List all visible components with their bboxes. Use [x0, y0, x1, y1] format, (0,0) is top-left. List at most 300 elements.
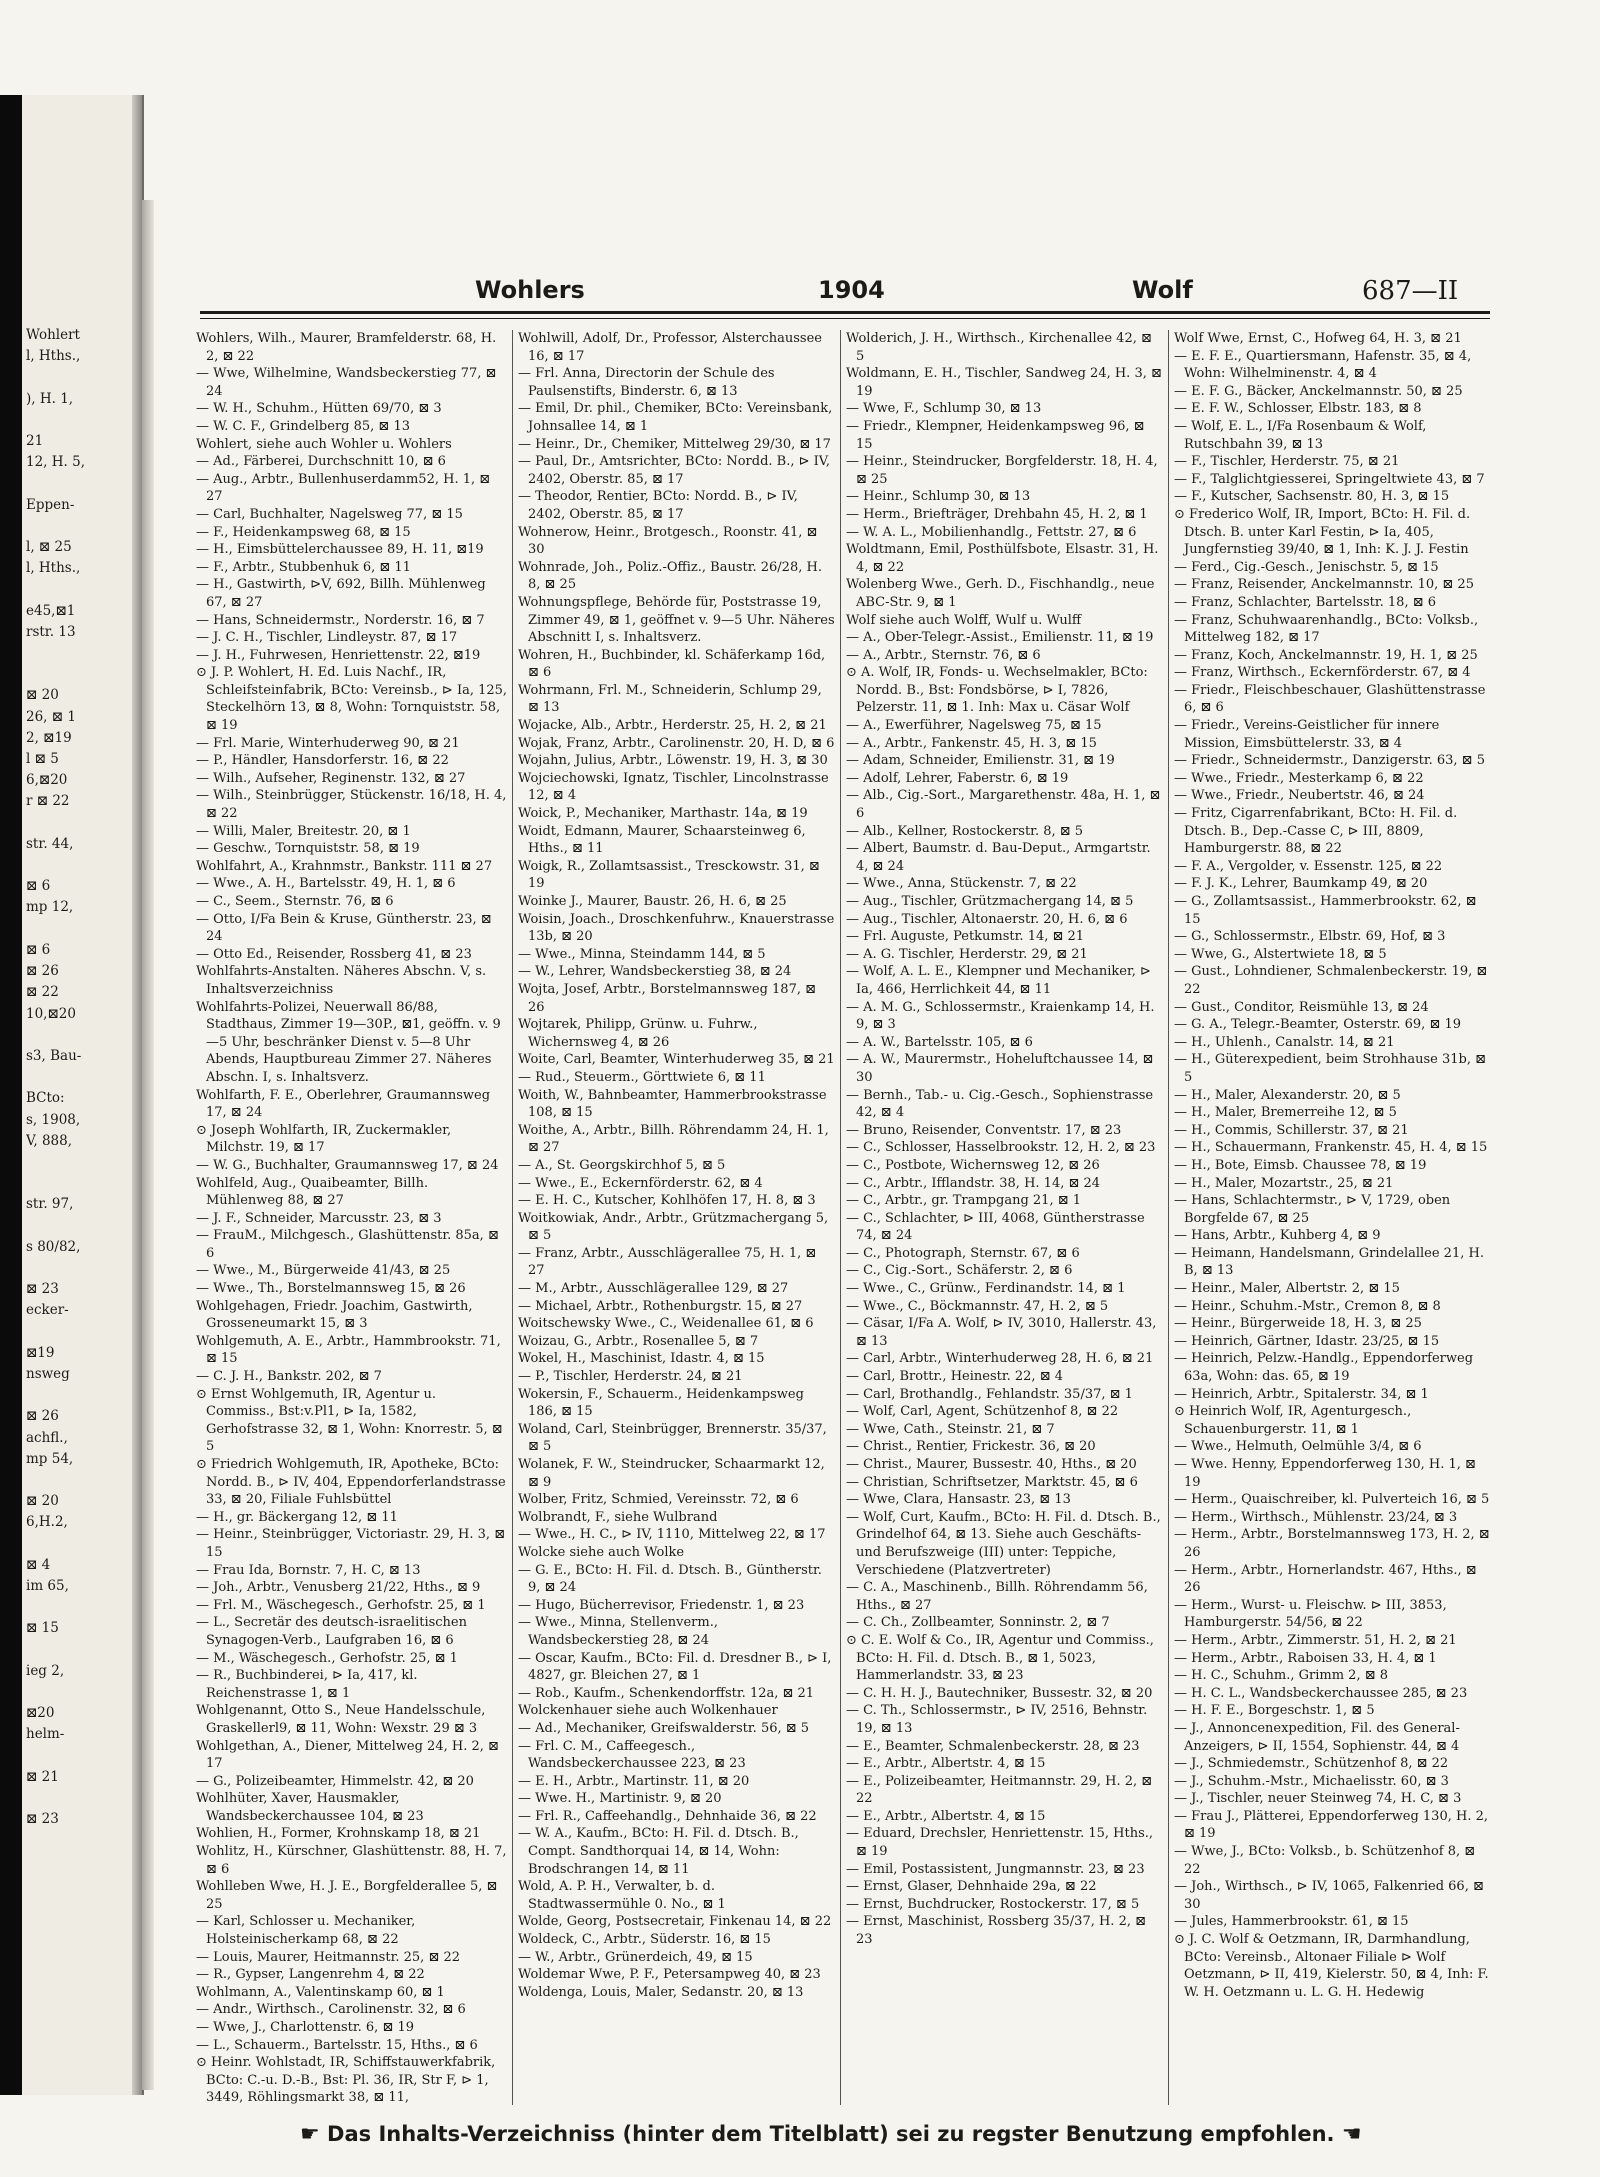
- directory-entry: — C. Th., Schlossermstr., ⊳ IV, 2516, Behnstr. 19, ⊠ 13: [846, 1703, 1148, 1736]
- directory-entry: — Hans, Schneidermstr., Norderstr. 16, ⊠ 7: [196, 612, 485, 628]
- directory-entry: Wohlhüter, Xaver, Hausmakler, Wandsbeckerchaussee 104, ⊠ 23: [196, 1791, 424, 1824]
- directory-entry: — E. F. E., Quartiersmann, Hafenstr. 35, ⊠ 4, Wohn: Wilhelminenstr. 4, ⊠ 4: [1174, 348, 1472, 382]
- directory-entry: Woick, P., Mechaniker, Marthastr. 14a, ⊠ 19: [518, 806, 808, 822]
- page-number: 687—II: [1362, 276, 1459, 306]
- directory-entry: — F. A., Vergolder, v. Essenstr. 125, ⊠ 22: [1174, 858, 1443, 874]
- directory-entry: — Christ., Maurer, Bussestr. 40, Hths., ⊠ 20: [846, 1457, 1137, 1472]
- directory-entry: — Frl. C. M., Caffeegesch., Wandsbeckerchaussee 223, ⊠ 23: [518, 1738, 746, 1772]
- directory-entry: — C., Postbote, Wichernsweg 12, ⊠ 26: [846, 1157, 1100, 1173]
- facing-page-line: [26, 1470, 130, 1491]
- facing-page-line: [26, 1682, 130, 1703]
- directory-entry: — Carl, Arbtr., Winterhuderweg 28, H. 6, ⊠ 21: [846, 1351, 1154, 1367]
- header-rule-thin: [200, 318, 1490, 319]
- directory-entry: — Herm., Wirthsch., Mühlenstr. 23/24, ⊠ 3: [1174, 1509, 1458, 1525]
- directory-entry: — Joh., Wirthsch., ⊳ IV, 1065, Falkenried 66, ⊠ 30: [1174, 1879, 1484, 1912]
- directory-entry: — A., Ewerführer, Nagelsweg 75, ⊠ 15: [846, 718, 1102, 734]
- directory-entry: — W. C. F., Grindelberg 85, ⊠ 13: [196, 418, 410, 434]
- directory-entry: — Wwe, J., Charlottenstr. 6, ⊠ 19: [196, 2020, 415, 2035]
- facing-page-line: l, ⊠ 25: [26, 539, 72, 556]
- directory-entry: — Herm., Arbtr., Zimmerstr. 51, H. 2, ⊠ 21: [1174, 1632, 1457, 1648]
- directory-entry: — Wilh., Steinbrügger, Stückenstr. 16/18, H. 4, ⊠ 22: [196, 788, 507, 822]
- directory-entry: — Ernst, Glaser, Dehnhaide 29a, ⊠ 22: [846, 1879, 1097, 1895]
- facing-page-line: [26, 516, 130, 537]
- directory-entry: — Gust., Lohndiener, Schmalenbeckerstr. 19, ⊠ 22: [1174, 964, 1488, 997]
- directory-entry: — Adam, Schneider, Emilienstr. 31, ⊠ 19: [846, 753, 1115, 769]
- column-divider: [1168, 330, 1169, 2105]
- directory-entry: — Hans, Schlachtermstr., ⊳ V, 1729, oben Borgfelde 67, ⊠ 25: [1174, 1193, 1451, 1226]
- directory-entry: — W. A. L., Mobilienhandlg., Fettstr. 27, ⊠ 6: [846, 524, 1137, 540]
- directory-entry: — Ernst, Maschinist, Rossberg 35/37, H. 2, ⊠ 23: [846, 1914, 1147, 1948]
- directory-entry: — Karl, Schlosser u. Mechaniker, Holsteinischerkamp 68, ⊠ 22: [196, 1914, 416, 1948]
- facing-page-line: [26, 579, 130, 600]
- directory-entry: — Rob., Kaufm., Schenkendorffstr. 12a, ⊠ 21: [518, 1685, 815, 1701]
- directory-entry: — Wilh., Aufseher, Reginenstr. 132, ⊠ 27: [196, 770, 466, 786]
- facing-page-line: [26, 664, 130, 685]
- pointing-hand-left-icon: ☛: [300, 2122, 320, 2147]
- column-divider: [512, 330, 513, 2105]
- directory-entry: — Friedr., Fleischbeschauer, Glashüttenstrasse 6, ⊠ 6: [1174, 682, 1486, 716]
- header-rule: [200, 311, 1490, 314]
- directory-entry: — L., Schauerm., Bartelsstr. 15, Hths., ⊠ 6: [196, 2037, 478, 2053]
- facing-page-line: achfl.,: [26, 1429, 68, 1446]
- column-3: [846, 330, 1164, 2105]
- directory-entry: — Ferd., Cig.-Gesch., Jenischstr. 5, ⊠ 15: [1174, 559, 1439, 575]
- facing-page-line: 21: [26, 433, 44, 450]
- header-left-catchword: Wohlers: [475, 276, 585, 304]
- directory-entry: — P., Tischler, Herderstr. 24, ⊠ 21: [518, 1369, 743, 1385]
- directory-entry: — Bernh., Tab.- u. Cig.-Gesch., Sophienstrasse 42, ⊠ 4: [846, 1087, 1154, 1121]
- directory-entry: — A., Arbtr., Sternstr. 76, ⊠ 6: [846, 647, 1041, 663]
- directory-entry: — Aug., Arbtr., Bullenhuserdamm52, H. 1, ⊠ 27: [196, 471, 491, 505]
- facing-page-line: 6,H.2,: [26, 1514, 68, 1531]
- directory-entry: — Frl. Anna, Directorin der Schule des Paulsenstifts, Binderstr. 6, ⊠ 13: [518, 366, 775, 399]
- directory-entry: — H., Maler, Bremerreihe 12, ⊠ 5: [1174, 1105, 1397, 1121]
- directory-entry: — F., Talglichtgiesserei, Springeltwiete 43, ⊠ 7: [1174, 471, 1485, 487]
- directory-entry: — F., Arbtr., Stubbenhuk 6, ⊠ 11: [196, 559, 411, 575]
- directory-entry: Wold, A. P. H., Verwalter, b. d. Stadtwassermühle 0. No., ⊠ 1: [518, 1879, 726, 1912]
- directory-entry: — C. A., Maschinenb., Billh. Röhrendamm 56, Hths., ⊠ 27: [846, 1580, 1148, 1613]
- directory-entry: — F. J. K., Lehrer, Baumkamp 49, ⊠ 20: [1174, 876, 1428, 892]
- directory-entry: — Heimann, Handelsmann, Grindelallee 21, H. B, ⊠ 13: [1174, 1245, 1484, 1279]
- facing-page-line: [26, 1322, 130, 1343]
- directory-entry: — Franz, Koch, Anckelmannstr. 19, H. 1, ⊠ 25: [1174, 647, 1478, 663]
- facing-page-line: ), H. 1,: [26, 390, 74, 407]
- directory-entry: Wohlwill, Adolf, Dr., Professor, Alsterchaussee 16, ⊠ 17: [518, 331, 822, 364]
- facing-page-line: im 65,: [26, 1577, 69, 1594]
- directory-entry: — P., Händler, Hansdorferstr. 16, ⊠ 22: [196, 753, 449, 769]
- directory-entry: — Frl. Marie, Winterhuderweg 90, ⊠ 21: [196, 735, 460, 751]
- facing-page-line: [26, 1385, 130, 1406]
- facing-page-line: [26, 855, 130, 876]
- directory-entry: — L., Secretär des deutsch-israelitischen Synagogen-Verb., Laufgraben 16, ⊠ 6: [196, 1615, 467, 1648]
- directory-entry: — W. G., Buchhalter, Graumannsweg 17, ⊠ 24: [196, 1157, 499, 1173]
- directory-entry: — A., Ober-Telegr.-Assist., Emilienstr. 11, ⊠ 19: [846, 630, 1154, 646]
- facing-page-line: ⊠ 15: [26, 1620, 59, 1637]
- directory-entry: Wojak, Franz, Arbtr., Carolinenstr. 20, H. D, ⊠ 6: [518, 735, 835, 751]
- directory-entry: Wohlert, siehe auch Wohler u. Wohlers: [196, 436, 452, 452]
- facing-page-line: ecker-: [26, 1302, 69, 1319]
- facing-page-line: [26, 813, 130, 834]
- directory-entry: — E. F. W., Schlosser, Elbstr. 183, ⊠ 8: [1174, 401, 1422, 417]
- directory-entry: — Rud., Steuerm., Görttwiete 6, ⊠ 11: [518, 1069, 766, 1085]
- directory-entry: — Aug., Tischler, Grützmachergang 14, ⊠ 5: [846, 894, 1134, 909]
- directory-entry: — H., Schauermann, Frankenstr. 45, H. 4, ⊠ 15: [1174, 1140, 1488, 1156]
- directory-entry: — Wwe, G., Alstertwiete 18, ⊠ 5: [1174, 946, 1387, 962]
- directory-entry: — E., Polizeibeamter, Heitmannstr. 29, H. 2, ⊠ 22: [846, 1773, 1153, 1807]
- facing-page-line: helm-: [26, 1726, 65, 1743]
- directory-entry: — E., Beamter, Schmalenbeckerstr. 28, ⊠ 23: [846, 1738, 1140, 1754]
- facing-page-line: l, Hths.,: [26, 348, 81, 365]
- directory-entry: Wolckenhauer siehe auch Wolkenhauer: [518, 1703, 778, 1719]
- directory-entry: — Frau J., Plätterei, Eppendorferweg 130, H. 2, ⊠ 19: [1174, 1808, 1488, 1842]
- directory-entry: — Heinrich, Arbtr., Spitalerstr. 34, ⊠ 1: [1174, 1386, 1429, 1402]
- directory-entry: — Paul, Dr., Amtsrichter, BCto: Nordd. B., ⊳ IV, 2402, Oberstr. 85, ⊠ 17: [518, 454, 831, 487]
- directory-entry: — Willi, Maler, Breitestr. 20, ⊠ 1: [196, 823, 411, 839]
- directory-entry: Wolf Wwe, Ernst, C., Hofweg 64, H. 3, ⊠ 21: [1174, 331, 1462, 346]
- directory-entry: — G., Polizeibeamter, Himmelstr. 42, ⊠ 20: [196, 1773, 474, 1789]
- directory-entry: Wolanek, F. W., Steindrucker, Schaarmarkt 12, ⊠ 9: [518, 1457, 825, 1490]
- directory-entry: — G. A., Telegr.-Beamter, Osterstr. 69, ⊠ 19: [1174, 1017, 1462, 1033]
- directory-entry: Wohren, H., Buchbinder, kl. Schäferkamp 16d, ⊠ 6: [518, 647, 826, 681]
- directory-entry: — Emil, Postassistent, Jungmannstr. 23, ⊠ 23: [846, 1861, 1145, 1877]
- running-header: [200, 268, 1490, 314]
- directory-entry: — Franz, Reisender, Anckelmannstr. 10, ⊠ 25: [1174, 577, 1474, 593]
- directory-entry: — Wwe, Clara, Hansastr. 23, ⊠ 13: [846, 1492, 1071, 1508]
- directory-entry: Wohnrade, Joh., Poliz.-Offiz., Baustr. 26/28, H. 8, ⊠ 25: [518, 559, 822, 593]
- directory-entry: Wolf siehe auch Wolff, Wulf u. Wulff: [846, 612, 1082, 628]
- directory-entry: Wohlmann, A., Valentinskamp 60, ⊠ 1: [196, 1984, 445, 2000]
- directory-entry: — Wwe., Minna, Stellenverm., Wandsbeckerstieg 28, ⊠ 24: [518, 1615, 718, 1648]
- directory-entry: Wohlitz, H., Kürschner, Glashüttenstr. 88, H. 7, ⊠ 6: [196, 1844, 507, 1877]
- facing-page-line: ⊠ 26: [26, 1408, 59, 1425]
- facing-page-line: s3, Bau-: [26, 1047, 82, 1064]
- facing-page-line: 12, H. 5,: [26, 454, 85, 471]
- directory-entry: — Alb., Cig.-Sort., Margarethenstr. 48a, H. 1, ⊠ 6: [846, 788, 1161, 822]
- directory-entry: — C., Photograph, Sternstr. 67, ⊠ 6: [846, 1245, 1080, 1261]
- directory-entry: — Heinr., Schlump 30, ⊠ 13: [846, 489, 1031, 505]
- directory-entry: — Emil, Dr. phil., Chemiker, BCto: Vereinsbank, Johnsallee 14, ⊠ 1: [518, 401, 833, 434]
- directory-entry: — Fritz, Cigarrenfabrikant, BCto: H. Fil. d. Dtsch. B., Dep.-Casse C, ⊳ III, 8809, Hamburgerstr. 88, ⊠ 22: [1174, 806, 1458, 857]
- directory-entry: — Frl. Auguste, Petkumstr. 14, ⊠ 21: [846, 929, 1085, 945]
- directory-entry: — Herm., Wurst- u. Fleischw. ⊳ III, 3853, Hamburgerstr. 54/56, ⊠ 22: [1174, 1597, 1447, 1631]
- directory-entry: — Wolf, Curt, Kaufm., BCto: H. Fil. d. Dtsch. B., Grindelhof 64, ⊠ 13. Siehe auch Geschäfts- und Berufszweige (III) unter: Teppiche, Verschiedene (Platzvertreter): [846, 1509, 1161, 1578]
- facing-page-line: ⊠ 21: [26, 1768, 59, 1785]
- directory-entry: Wohlfeld, Aug., Quaibeamter, Billh. Mühlenweg 88, ⊠ 27: [196, 1175, 429, 1209]
- directory-entry: — Franz, Schlachter, Bartelsstr. 18, ⊠ 6: [1174, 594, 1437, 610]
- directory-entry: — H. F. E., Borgeschstr. 1, ⊠ 5: [1174, 1703, 1375, 1719]
- directory-entry: — Heinrich, Pelzw.-Handlg., Eppendorferweg 63a, Wohn: das. 65, ⊠ 19: [1174, 1351, 1474, 1385]
- directory-entry: Woisin, Joach., Droschkenfuhrw., Knauerstrasse 13b, ⊠ 20: [518, 911, 835, 945]
- directory-entry: — Wwe., Friedr., Mesterkamp 6, ⊠ 22: [1174, 770, 1424, 786]
- directory-entry: — Ad., Mechaniker, Greifswalderstr. 56, ⊠ 5: [518, 1720, 810, 1736]
- directory-entry: — Heinr., Schuhm.-Mstr., Cremon 8, ⊠ 8: [1174, 1298, 1441, 1314]
- directory-entry: — Carl, Brothandlg., Fehlandstr. 35/37, ⊠ 1: [846, 1386, 1133, 1402]
- directory-entry: — Wwe, Wilhelmine, Wandsbeckerstieg 77, ⊠ 24: [196, 366, 497, 399]
- directory-entry: — Wolf, E. L., I/Fa Rosenbaum & Wolf, Rutschbahn 39, ⊠ 13: [1174, 418, 1427, 452]
- facing-page-line: mp 12,: [26, 899, 74, 916]
- directory-entry: Wojahn, Julius, Arbtr., Löwenstr. 19, H. 3, ⊠ 30: [518, 753, 828, 769]
- directory-entry: Woldmann, E. H., Tischler, Sandweg 24, H. 3, ⊠ 19: [846, 366, 1162, 399]
- facing-page-line: BCto:: [26, 1090, 65, 1107]
- directory-entry: — C. H. H. J., Bautechniker, Bussestr. 32, ⊠ 20: [846, 1685, 1153, 1701]
- directory-entry: — Joh., Arbtr., Venusberg 21/22, Hths., ⊠ 9: [196, 1580, 481, 1596]
- directory-entry: — Wwe., Minna, Steindamm 144, ⊠ 5: [518, 946, 766, 962]
- footer-notice: [300, 2122, 1420, 2152]
- directory-entry: — A. G. Tischler, Herderstr. 29, ⊠ 21: [846, 946, 1088, 962]
- facing-page-line: [26, 473, 130, 494]
- facing-page-line: ⊠19: [26, 1344, 55, 1361]
- facing-page-line: str. 44,: [26, 835, 74, 852]
- facing-page-line: [26, 643, 130, 664]
- facing-page-line: ⊠ 6: [26, 878, 51, 895]
- directory-entry: Wojtarek, Philipp, Grünw. u. Fuhrw., Wichernsweg 4, ⊠ 26: [518, 1017, 758, 1050]
- directory-entry: — J., Annoncenexpedition, Fil. des General-Anzeigers, ⊳ II, 1554, Sophienstr. 44, ⊠ 4: [1174, 1720, 1460, 1754]
- facing-page-line: [26, 1597, 130, 1618]
- facing-page-line: 2, ⊠19: [26, 729, 72, 746]
- directory-entry: — FrauM., Milchgesch., Glashüttenstr. 85a, ⊠ 6: [196, 1228, 499, 1261]
- directory-entry: — W. H., Schuhm., Hütten 69/70, ⊠ 3: [196, 401, 442, 417]
- directory-entry: — Eduard, Drechsler, Henriettenstr. 15, Hths., ⊠ 19: [846, 1826, 1154, 1860]
- directory-entry: — Albert, Baumstr. d. Bau-Deput., Armgartstr. 4, ⊠ 24: [846, 841, 1151, 874]
- directory-entry: Wohlers, Wilh., Maurer, Bramfelderstr. 68, H. 2, ⊠ 22: [196, 331, 497, 364]
- directory-entry: — H., Eimsbüttelerchaussee 89, H. 11, ⊠19: [196, 542, 484, 558]
- facing-page-line: nsweg: [26, 1365, 70, 1382]
- directory-entry: — Wwe., C., Böckmannstr. 47, H. 2, ⊠ 5: [846, 1298, 1109, 1314]
- directory-entry: ⊙ Friedrich Wohlgemuth, IR, Apotheke, BCto: Nordd. B., ⊳ IV, 404, Eppendorferlandstrasse 33, ⊠ 20, Filiale Fuhlsbüttel: [196, 1457, 506, 1508]
- directory-entry: — C., Seem., Sternstr. 76, ⊠ 6: [196, 894, 394, 909]
- directory-entry: — Friedr., Klempner, Heidenkampsweg 96, ⊠ 15: [846, 418, 1145, 452]
- scanner-edge: [0, 95, 22, 2095]
- directory-entry: — W., Arbtr., Grünerdeich, 49, ⊠ 15: [518, 1949, 753, 1965]
- directory-entry: — Michael, Arbtr., Rothenburgstr. 15, ⊠ 27: [518, 1298, 803, 1314]
- directory-entry: Wohlgehagen, Friedr. Joachim, Gastwirth, Grosseneumarkt 15, ⊠ 3: [196, 1298, 473, 1332]
- directory-entry: — C. Ch., Zollbeamter, Sonninstr. 2, ⊠ 7: [846, 1615, 1110, 1631]
- facing-page-line: [26, 1216, 130, 1237]
- directory-entry: — J. H., Fuhrwesen, Henriettenstr. 22, ⊠19: [196, 647, 481, 663]
- directory-entry: — Carl, Brottr., Heinestr. 22, ⊠ 4: [846, 1369, 1063, 1385]
- directory-entry: — Heinr., Steinbrügger, Victoriastr. 29, H. 3, ⊠ 15: [196, 1527, 506, 1560]
- directory-entry: ⊙ J. P. Wohlert, H. Ed. Luis Nachf., IR, Schleifsteinfabrik, BCto: Vereinsb., ⊳ Ia, 125, Steckelhörn 13, ⊠ 8, Wohn: Tornquiststr. 58, ⊠ 19: [196, 665, 508, 734]
- directory-entry: — Herm., Arbtr., Raboisen 33, H. 4, ⊠ 1: [1174, 1650, 1437, 1666]
- facing-page-line: ⊠ 20: [26, 1493, 59, 1510]
- directory-entry: ⊙ Heinrich Wolf, IR, Agenturgesch., Schauenburgerstr. 11, ⊠ 1: [1174, 1404, 1412, 1437]
- directory-entry: — Herm., Quaischreiber, kl. Pulverteich 16, ⊠ 5: [1174, 1492, 1490, 1508]
- directory-entry: — F., Heidenkampsweg 68, ⊠ 15: [196, 524, 411, 540]
- directory-entry: Woldemar Wwe, P. F., Petersampweg 40, ⊠ 23: [518, 1967, 821, 1983]
- directory-entry: — Wwe., M., Bürgerweide 41/43, ⊠ 25: [196, 1263, 451, 1279]
- directory-entry: — Heinrich, Gärtner, Idastr. 23/25, ⊠ 15: [1174, 1333, 1440, 1349]
- directory-entry: ⊙ Ernst Wohlgemuth, IR, Agentur u. Commiss., Bst:v.Pl1, ⊳ Ia, 1582, Gerhofstrasse 32, ⊠ 1, Wohn: Knorrestr. 5, ⊠ 5: [196, 1386, 503, 1455]
- directory-entry: Wohlfahrts-Anstalten. Näheres Abschn. V, s. Inhaltsverzeichniss: [196, 964, 487, 997]
- directory-entry: — Heinr., Maler, Albertstr. 2, ⊠ 15: [1174, 1281, 1400, 1297]
- directory-entry: Wojta, Josef, Arbtr., Borstelmannsweg 187, ⊠ 26: [518, 981, 817, 1015]
- facing-page-line: 6,⊠20: [26, 772, 68, 789]
- directory-entry: ⊙ Frederico Wolf, IR, Import, BCto: H. Fil. d. Dtsch. B. unter Karl Festin, ⊳ Ia, 405, Jungfernstieg 39/40, ⊠ 1, Inh: K. J. J. Festin: [1174, 506, 1471, 558]
- directory-entry: — Wwe, F., Schlump 30, ⊠ 13: [846, 401, 1042, 417]
- directory-entry: — J., Schuhm.-Mstr., Michaelisstr. 60, ⊠ 3: [1174, 1773, 1449, 1789]
- directory-entry: — Frau Ida, Bornstr. 7, H. C, ⊠ 13: [196, 1562, 421, 1578]
- directory-entry: Wolbrandt, F., siehe Wulbrand: [518, 1509, 718, 1525]
- directory-entry: — Wolf, Carl, Agent, Schützenhof 8, ⊠ 22: [846, 1404, 1119, 1420]
- facing-page-line: ⊠ 20: [26, 687, 59, 704]
- directory-entry: Woldtmann, Emil, Posthülfsbote, Elsastr. 31, H. 4, ⊠ 22: [846, 542, 1159, 575]
- directory-entry: — Franz, Schuhwaarenhandlg., BCto: Volksb., Mittelweg 182, ⊠ 17: [1174, 612, 1479, 646]
- directory-entry: — Franz, Wirthsch., Eckernförderstr. 67, ⊠ 4: [1174, 665, 1471, 681]
- facing-page-line: [26, 1152, 130, 1173]
- facing-page-line: [26, 1173, 130, 1194]
- directory-entry: Wohrmann, Frl. M., Schneiderin, Schlump 29, ⊠ 13: [518, 682, 822, 716]
- directory-entry: — H. C. L., Wandsbeckerchaussee 285, ⊠ 23: [1174, 1685, 1468, 1701]
- directory-entry: — E. H. C., Kutscher, Kohlhöfen 17, H. 8, ⊠ 3: [518, 1193, 816, 1209]
- directory-entry: Woite, Carl, Beamter, Winterhuderweg 35, ⊠ 21: [518, 1052, 835, 1068]
- facing-page-line: ⊠ 26: [26, 963, 59, 980]
- directory-entry: — Wwe., E., Eckernförderstr. 62, ⊠ 4: [518, 1175, 763, 1191]
- directory-entry: — Aug., Tischler, Altonaerstr. 20, H. 6, ⊠ 6: [846, 911, 1128, 927]
- directory-entry: Wohlgenannt, Otto S., Neue Handelsschule, Graskellerl9, ⊠ 11, Wohn: Wexstr. 29 ⊠ 3: [196, 1703, 486, 1736]
- directory-entry: — F., Tischler, Herderstr. 75, ⊠ 21: [1174, 454, 1400, 470]
- facing-page-line: [26, 1258, 130, 1279]
- directory-entry: — Friedr., Schneidermstr., Danzigerstr. 63, ⊠ 5: [1174, 753, 1485, 769]
- column-2: [518, 330, 836, 2105]
- directory-entry: — G., Schlossermstr., Elbstr. 69, Hof, ⊠ 3: [1174, 929, 1446, 945]
- directory-entry: Wojacke, Alb., Arbtr., Herderstr. 25, H. 2, ⊠ 21: [518, 718, 827, 734]
- directory-entry: — Wwe., Helmuth, Oelmühle 3/4, ⊠ 6: [1174, 1439, 1422, 1455]
- directory-entry: — Wwe., Anna, Stückenstr. 7, ⊠ 22: [846, 876, 1077, 892]
- directory-entry: — Adolf, Lehrer, Faberstr. 6, ⊠ 19: [846, 770, 1069, 786]
- directory-entry: — H., Commis, Schillerstr. 37, ⊠ 21: [1174, 1122, 1409, 1138]
- directory-entry: — H. C., Schuhm., Grimm 2, ⊠ 8: [1174, 1668, 1389, 1684]
- column-4: [1174, 330, 1492, 2105]
- facing-page-text: [26, 325, 130, 1830]
- directory-entry: — Wwe., C., Grünw., Ferdinandstr. 14, ⊠ 1: [846, 1281, 1126, 1297]
- directory-entry: — J., Tischler, neuer Steinweg 74, H. C, ⊠ 3: [1174, 1791, 1462, 1807]
- directory-entry: — F., Kutscher, Sachsenstr. 80, H. 3, ⊠ 15: [1174, 489, 1450, 505]
- facing-page-line: ⊠20: [26, 1705, 55, 1722]
- directory-entry: — C., Cig.-Sort., Schäferstr. 2, ⊠ 6: [846, 1263, 1073, 1279]
- column-divider: [840, 330, 841, 2105]
- directory-entry: — H., Uhlenh., Canalstr. 14, ⊠ 21: [1174, 1034, 1395, 1050]
- directory-columns: [196, 330, 1496, 2105]
- facing-page-line: [26, 1025, 130, 1046]
- facing-page-line: ⊠ 22: [26, 984, 59, 1001]
- directory-entry: Wokersin, F., Schauerm., Heidenkampsweg 186, ⊠ 15: [518, 1386, 804, 1420]
- facing-page-line: 10,⊠20: [26, 1005, 76, 1022]
- directory-entry: — Wwe. H., Martinistr. 9, ⊠ 20: [518, 1791, 722, 1807]
- directory-entry: — Hugo, Bücherrevisor, Friedenstr. 1, ⊠ 23: [518, 1597, 805, 1613]
- directory-entry: — Alb., Kellner, Rostockerstr. 8, ⊠ 5: [846, 823, 1084, 839]
- directory-entry: — Wwe., Th., Borstelmannsweg 15, ⊠ 26: [196, 1281, 466, 1297]
- directory-entry: Woitkowiak, Andr., Arbtr., Grützmachergang 5, ⊠ 5: [518, 1210, 829, 1244]
- directory-entry: — A. W., Maurermstr., Hoheluftchaussee 14, ⊠ 30: [846, 1052, 1154, 1085]
- directory-entry: Woithe, A., Arbtr., Billh. Röhrendamm 24, H. 1, ⊠ 27: [518, 1122, 829, 1156]
- facing-page-line: [26, 1534, 130, 1555]
- header-year: 1904: [818, 276, 885, 304]
- directory-entry: ⊙ J. C. Wolf & Oetzmann, IR, Darmhandlung, BCto: Vereinsb., Altonaer Filiale ⊳ Wolf Oetzmann, ⊳ II, 419, Kielerstr. 50, ⊠ 4, Inh: F. W. H. Oetzmann u. L. G. H. Hedewig: [1174, 1932, 1489, 2000]
- directory-entry: — Wwe., Friedr., Neubertstr. 46, ⊠ 24: [1174, 788, 1425, 804]
- facing-page-line: str. 97,: [26, 1196, 74, 1213]
- directory-entry: — G., Zollamtsassist., Hammerbrookstr. 62, ⊠ 15: [1174, 894, 1477, 927]
- directory-entry: — M., Arbtr., Ausschlägerallee 129, ⊠ 27: [518, 1281, 789, 1297]
- directory-entry: — A., St. Georgskirchhof 5, ⊠ 5: [518, 1157, 726, 1173]
- directory-entry: — Wwe, Cath., Steinstr. 21, ⊠ 7: [846, 1421, 1055, 1437]
- facing-page-line: e45,⊠1: [26, 602, 76, 619]
- directory-entry: — Andr., Wirthsch., Carolinenstr. 32, ⊠ 6: [196, 2002, 466, 2018]
- facing-page-line: l, Hths.,: [26, 560, 81, 577]
- directory-entry: — C. J. H., Bankstr. 202, ⊠ 7: [196, 1369, 382, 1385]
- directory-entry: — Otto Ed., Reisender, Rossberg 41, ⊠ 23: [196, 946, 472, 962]
- directory-entry: — J., Schmiedemstr., Schützenhof 8, ⊠ 22: [1174, 1756, 1449, 1772]
- directory-entry: Woinke J., Maurer, Baustr. 26, H. 6, ⊠ 25: [518, 894, 787, 909]
- facing-page-line: Wohlert: [26, 327, 80, 343]
- facing-page-line: ⊠ 6: [26, 941, 51, 958]
- facing-page-line: r ⊠ 22: [26, 793, 70, 810]
- directory-entry: — Carl, Buchhalter, Nagelsweg 77, ⊠ 15: [196, 506, 463, 522]
- directory-entry: Woidt, Edmann, Maurer, Schaarsteinweg 6, Hths., ⊠ 11: [518, 823, 806, 857]
- facing-page-line: [26, 1640, 130, 1661]
- directory-entry: — Heinr., Steindrucker, Borgfelderstr. 18, H. 4, ⊠ 25: [846, 454, 1158, 487]
- directory-entry: — C., Schlachter, ⊳ III, 4068, Güntherstrasse 74, ⊠ 24: [846, 1210, 1145, 1244]
- directory-entry: — M., Wäschegesch., Gerhofstr. 25, ⊠ 1: [196, 1650, 458, 1666]
- facing-page-line: ⊠ 23: [26, 1811, 59, 1828]
- directory-entry: — E. F. G., Bäcker, Anckelmannstr. 50, ⊠ 25: [1174, 383, 1463, 399]
- directory-entry: — Friedr., Vereins-Geistlicher für innere Mission, Eimsbüttelerstr. 33, ⊠ 4: [1174, 718, 1440, 751]
- directory-entry: — Bruno, Reisender, Conventstr. 17, ⊠ 23: [846, 1122, 1122, 1138]
- directory-entry: Wolde, Georg, Postsecretair, Finkenau 14, ⊠ 22: [518, 1914, 832, 1930]
- directory-entry: — Gust., Conditor, Reismühle 13, ⊠ 24: [1174, 999, 1429, 1015]
- directory-entry: — H., Güterexpedient, beim Strohhause 31b, ⊠ 5: [1174, 1052, 1487, 1085]
- directory-entry: — Cäsar, I/Fa A. Wolf, ⊳ IV, 3010, Hallerstr. 43, ⊠ 13: [846, 1316, 1157, 1349]
- facing-page-line: Eppen-: [26, 496, 75, 513]
- directory-entry: Woith, W., Bahnbeamter, Hammerbrookstrasse 108, ⊠ 15: [518, 1087, 827, 1121]
- facing-page-line: s, 1908,: [26, 1111, 81, 1128]
- directory-entry: — Geschw., Tornquiststr. 58, ⊠ 19: [196, 841, 420, 857]
- directory-entry: — Jules, Hammerbrookstr. 61, ⊠ 15: [1174, 1914, 1409, 1930]
- directory-entry: Wohlien, H., Former, Krohnskamp 18, ⊠ 21: [196, 1826, 481, 1842]
- facing-page-fragment: [0, 95, 144, 2095]
- directory-entry: Woldeck, C., Arbtr., Süderstr. 16, ⊠ 15: [518, 1932, 771, 1948]
- directory-entry: Wolcke siehe auch Wolke: [518, 1544, 685, 1560]
- directory-entry: Wohlfahrt, A., Krahnmstr., Bankstr. 111 ⊠ 27: [196, 858, 493, 874]
- directory-entry: — Heinr., Dr., Chemiker, Mittelweg 29/30, ⊠ 17: [518, 436, 831, 452]
- directory-entry: — Ad., Färberei, Durchschnitt 10, ⊠ 6: [196, 454, 446, 470]
- directory-entry: — Wwe, J., BCto: Volksb., b. Schützenhof 8, ⊠ 22: [1174, 1844, 1476, 1877]
- directory-entry: — E., Arbtr., Albertstr. 4, ⊠ 15: [846, 1756, 1046, 1772]
- directory-entry: — Frl. M., Wäschegesch., Gerhofstr. 25, ⊠ 1: [196, 1597, 486, 1613]
- directory-entry: Wohlfahrts-Polizei, Neuerwall 86/88, Stadthaus, Zimmer 19—30P., ⊠1, geöffn. v. 9—5 Uhr, beschränker Dienst v. 5—8 Uhr Abends, Hauptbureau Zimmer 27. Näheres Abschn. I, s. Inhaltsverz.: [196, 999, 501, 1085]
- facing-page-line: [26, 1746, 130, 1767]
- facing-page-line: [26, 1788, 130, 1809]
- directory-entry: — C., Arbtr., gr. Trampgang 21, ⊠ 1: [846, 1193, 1082, 1209]
- directory-entry: Woitschewsky Wwe., C., Weidenallee 61, ⊠ 6: [518, 1316, 814, 1332]
- directory-entry: — Herm., Briefträger, Drehbahn 45, H. 2, ⊠ 1: [846, 506, 1148, 522]
- directory-entry: Wohlgethan, A., Diener, Mittelweg 24, H. 2, ⊠ 17: [196, 1738, 499, 1772]
- directory-entry: Wohnerow, Heinr., Brotgesch., Roonstr. 41, ⊠ 30: [518, 524, 818, 558]
- directory-entry: — H., Gastwirth, ⊳V, 692, Billh. Mühlenweg 67, ⊠ 27: [196, 577, 486, 610]
- directory-entry: — Wwe., A. H., Bartelsstr. 49, H. 1, ⊠ 6: [196, 876, 456, 892]
- facing-page-line: [26, 367, 130, 388]
- directory-entry: Wohlleben Wwe, H. J. E., Borgfelderallee 5, ⊠ 25: [196, 1879, 498, 1912]
- directory-entry: — R., Gypser, Langenrehm 4, ⊠ 22: [196, 1967, 425, 1983]
- directory-entry: — Oscar, Kaufm., BCto: Fil. d. Dresdner B., ⊳ I, 4827, gr. Bleichen 27, ⊠ 1: [518, 1650, 832, 1684]
- directory-entry: — J. C. H., Tischler, Lindleystr. 87, ⊠ 17: [196, 630, 458, 646]
- directory-entry: — Christ., Rentier, Frickestr. 36, ⊠ 20: [846, 1439, 1096, 1455]
- facing-page-line: [26, 410, 130, 431]
- directory-entry: Wohlgemuth, A. E., Arbtr., Hammbrookstr. 71, ⊠ 15: [196, 1333, 501, 1367]
- directory-entry: — A., Arbtr., Fankenstr. 45, H. 3, ⊠ 15: [846, 735, 1097, 751]
- directory-entry: — Wolf, A. L. E., Klempner und Mechaniker, ⊳ Ia, 466, Herrlichkeit 44, ⊠ 11: [846, 964, 1151, 997]
- directory-entry: Woldenga, Louis, Maler, Sedanstr. 20, ⊠ 13: [518, 1984, 804, 2000]
- directory-entry: Wolderich, J. H., Wirthsch., Kirchenallee 42, ⊠ 5: [846, 331, 1152, 364]
